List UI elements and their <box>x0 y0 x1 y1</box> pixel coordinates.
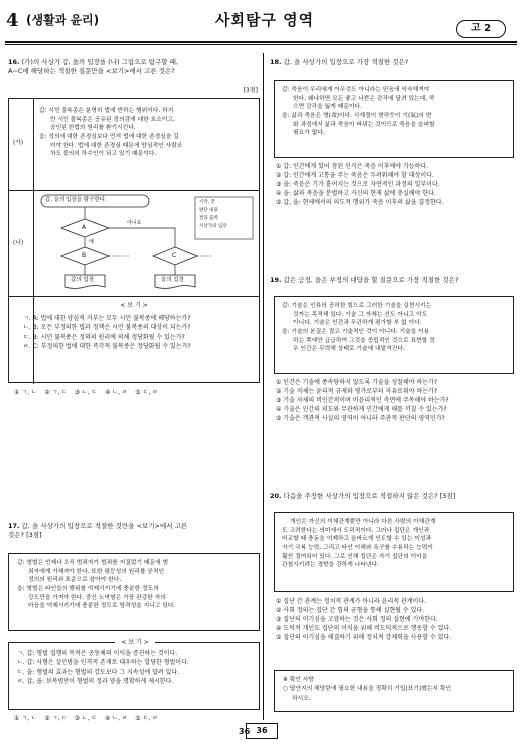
footer-page: 36 <box>239 727 251 736</box>
q18-passage-box: 갑: 죽음이 우리에게 아무것도 아니라는 믿음에 익숙해져야 한다. 왜냐하면 모든 좋고 나쁜은 감각에 달려 있는데, 죽 으면 감각을 잃게 때문이다. 을: 삶과 죽음은 명(命)이다. 사계절이 변하듯이 기(氣)의 변 화 과정에서 삶과 죽음이 바뀌는 것이므로 죽음을 슬퍼할 필요가 없다. <box>274 80 514 158</box>
q19-options: ① 인간은 기술에 종속당하지 않도록 기술을 성찰해야 하는가? ② 기술 자체는 윤리적 규제와 평가로부터 자유로워야 하는가? ③ 기술 자체의 비인간적이며 비윤리적인 측면에 주목해야 하는가? ④ 기술은 인간의 의도와 무관하게 인간에게 해를 끼칠 수 있는가? ⑤ 기술은 객관적 사실의 영역이 아니라 주관적 판단의 영역인가? <box>276 379 449 422</box>
q18-options: ① 갑: 인간에게 있어 참된 인식은 죽음 이후에야 가능하다. ② 갑: 인간에게 고통을 주는 죽음은 두려워해야 할 대상이다. ③ 을: 죽음은 기가 흩어지는 것으로 자연적인 과정의 일부이다. ④ 을: 삶과 죽음을 분별하고 자신의 현재 삶에 충실해야 한다. ⑤ 갑, 을: 현세에서의 의도적 행위가 죽음 이후의 삶을 결정한다. <box>276 163 444 206</box>
q19-passage-box: 갑: 기술은 인류의 공허한 힘으로 그러한 기술을 실현시키는 것까는 목적해 있다. 기술 그 자체는 선도 아니고 악도 아니다. 기술은 인간과 무관하게 평가할 부 없 이다. 을: 기술의 본질은 결코 기술적인 것이 아니다. 기술을 이용 하는 쪽에만 급급하여 그것을 중립적인 것으로 표현할 정 우 인간은 무력해 상태로 기술에 내맡겨진다. <box>274 296 514 374</box>
q16-legend: 시작, 끝 판단 내용 결과 출력 사상가의 입장 <box>199 200 227 230</box>
q16-stem: 16. (가)의 사상가 갑, 을의 입장을 (나) 그림으로 탐구할 때, A~C에 해당하는 적절한 질문만을 <보기>에서 고른 것은? <box>8 58 178 76</box>
q17-bogi-box: < 보 기 > ㄱ. 갑: 형벌 집행의 목적은 공동체의 이익을 증진하는 것이다. ㄴ. 갑: 사형은 살인범을 인격적 존재로 대우하는 합당한 형벌이다. ㄷ. 을: 형벌의 효과는 형벌의 강도보다 그 지속성에 달려 있다. ㄹ. 갑, 을: 보복범만이 형벌의 정과 양을 명확하게 제시한다. <box>8 642 260 710</box>
q19-stem: 19. 갑은 긍정, 을은 부정의 대답을 할 질문으로 가장 적절한 것은? <box>270 276 459 284</box>
q16-node-a: A <box>82 224 87 231</box>
q18-stem: 18. 갑, 을 사상가의 입장으로 가장 적절한 것은? <box>270 58 409 66</box>
q16-flow-title: 갑, 을의 입장을 탐구한다. <box>45 197 107 203</box>
q16-ga-label: (가) <box>13 140 24 146</box>
q16-bogi-title: < 보 기 > <box>120 302 148 309</box>
grade-badge: 고 2 <box>456 20 506 38</box>
exam-title: 사회탐구 영역 <box>215 11 315 29</box>
q20-passage-box: 개인은 자신의 이해관계뿐만 아니라 다른 사람의 이해관계 도 고려한다는 의미에서 도덕적이다. 그러나 집단은 개인과 비교할 때 충동을 억제하고 올바르게 인도할 수 있는 이성과 자기 극복 능력, 그리고 타인 이해와 욕구를 수용하는 능력이 훨씬 결여되어 있다. 그로 인해 집단은 자기 집단의 이익을 관철시키려는 경향을 강하게 나타낸다. <box>274 512 514 592</box>
q16-node-c: C <box>172 252 177 259</box>
subject-label: (생활과 윤리) <box>26 13 100 27</box>
q17-stem: 17. 갑, 을 사상가의 입장으로 적절한 것만을 <보기>에서 고른 것은? [3점] <box>8 522 188 540</box>
header-rule-thin <box>5 44 517 45</box>
page-number: 4 <box>6 10 19 31</box>
column-divider <box>263 53 264 720</box>
q16-points: [3점] <box>243 87 258 94</box>
q16-bogi-list: ㄱ. A: 법에 대한 양심적 거부는 모두 시민 불복종에 해당하는가? ㄴ. B: 모든 부정의한 법과 정책은 시민 불복종의 대상이 되는가? ㄷ. B: 시민 불복종은 정의의 원리에 의해 정당화될 수 있는가? ㄹ. C: 부정의한 법에 대한 즉각적 불복종은 정당화될 수 있는가? <box>23 315 191 350</box>
q16-no-label: 아니요 <box>127 220 142 226</box>
q20-options: ① 집단 간 관계는 정치적 관계가 아니라 윤리적 관계이다. ② 사회 정의는 집단 간 힘의 균형을 통해 실현될 수 있다. ③ 집단의 이기심을 고양하는 것은 사회 정의 실현에 기여한다. ④ 도덕적 개인도 집단의 이익을 위해 비도덕적으로 행동할 수 있다. ⑤ 집단의 이기심을 해결하기 위해 정치적 강제력을 사용할 수 있다. <box>276 598 452 641</box>
q17-passage-box: 갑: 형벌은 언제나 오직 범죄자가 범죄를 저질렀기 때문에 범 죄자에게 가해져야 한다. 또한 평등성의 원리를 공적인 정의의 원리와 표준으로 삼아야 한다. 을: 형벌은 타인들의 행위를 억제시키기에 충분한 정도의 강도만을 가져야 한다. 중신 노역형은 가장 완강한 자의 마음을 억제시키기에 충분한 정도로 엄격성을 지니고 있다. <box>8 553 260 631</box>
q16-na-label: (나) <box>13 240 24 246</box>
q16-passage-box <box>8 98 260 383</box>
q16-yes-label: 예 <box>89 239 94 245</box>
q16-options: ① ㄱ, ㄴ ② ㄱ, ㄷ ③ ㄴ, ㄷ ④ ㄴ, ㄹ ⑤ ㄷ, ㄹ <box>14 389 158 396</box>
q17-options: ① ㄱ, ㄴ ② ㄱ, ㄷ ③ ㄴ, ㄷ ④ ㄴ, ㄹ ⑤ ㄷ, ㄹ <box>14 715 158 722</box>
q20-stem: 20. 다음을 주장한 사상가의 입장으로 적절하지 않은 것은? [3점] <box>270 492 456 500</box>
q16-ga-text: 갑: 시민 불복종은 분명히 법에 반하는 행위이다. 하지 만 시민 불복종은 공유된 정의감에 대한 호소이고, 공인된 헌법의 원리를 환기시킨다. 을: 정의에 대한 존경심보다 먼저 법에 대한 존경심을 길 러야 한다. 법에 대한 존경심 때문에 양심적인 사람조 차도 불의의 하수인이 되고 있기 때문이다. <box>39 108 183 158</box>
q20-check-box: ※ 확인 사항 ○ 답안지의 해당란에 필요한 내용을 정확히 기입(표기)했는지 확인 하시오. <box>274 670 514 712</box>
q16-result-1: 갑의 입장 <box>71 277 95 283</box>
q16-node-b: B <box>82 252 87 259</box>
footer-boxed-page: 36 <box>246 723 278 739</box>
q16-result-2: 을의 입장 <box>161 277 185 283</box>
header-rule <box>5 41 517 43</box>
